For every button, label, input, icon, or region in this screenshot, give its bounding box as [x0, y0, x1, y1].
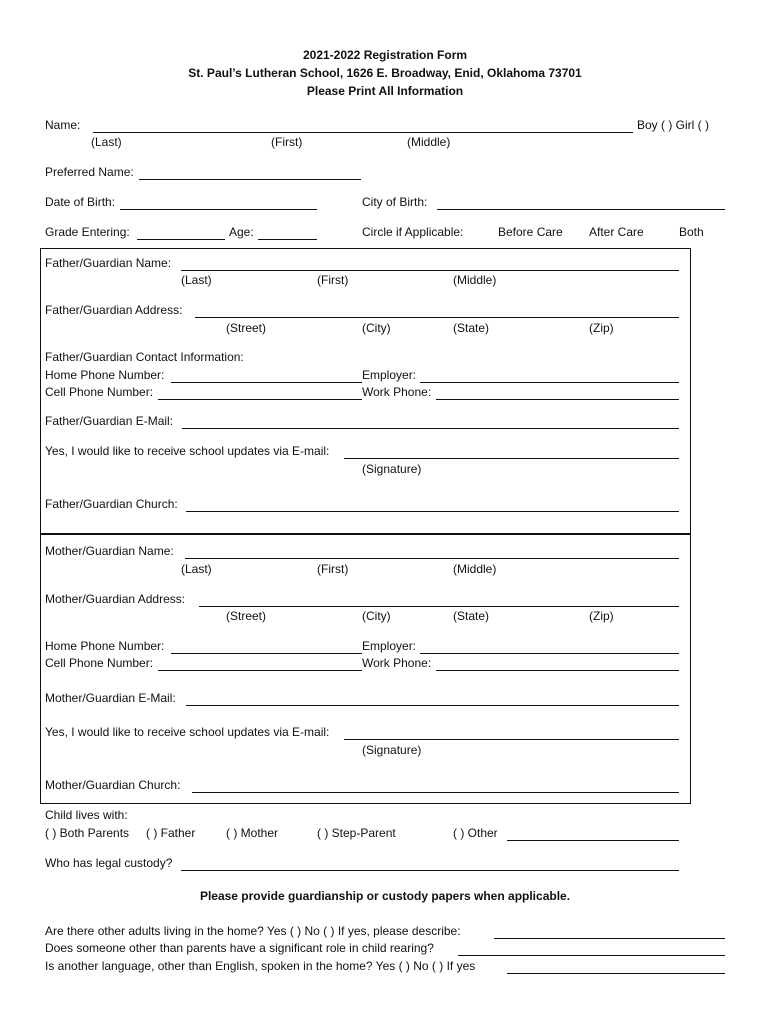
mother-home-phone-label: Home Phone Number:: [45, 639, 165, 653]
father-home-phone-field[interactable]: [171, 368, 362, 383]
child-name-field[interactable]: [93, 118, 633, 133]
step-parent-option[interactable]: ( ) Step-Parent: [317, 826, 396, 840]
mother-email-field[interactable]: [186, 691, 679, 706]
other-adults-question: Are there other adults living in the home? Yes ( ) No ( ) If yes, please describe:: [45, 924, 461, 938]
mother-employer-label: Employer:: [362, 639, 417, 653]
father-church-label: Father/Guardian Church:: [45, 497, 178, 511]
mother-cell-phone-field[interactable]: [158, 656, 362, 671]
father-email-label: Father/Guardian E-Mail:: [45, 414, 174, 428]
boy-girl-choice[interactable]: Boy ( ) Girl ( ): [637, 118, 709, 132]
mother-signature-field[interactable]: [344, 725, 679, 740]
mother-middle-caption: (Middle): [453, 562, 497, 576]
custody-label: Who has legal custody?: [45, 856, 173, 870]
father-cell-phone-label: Cell Phone Number:: [45, 385, 154, 399]
other-language-field[interactable]: [507, 959, 725, 974]
mother-name-field[interactable]: [185, 544, 679, 559]
father-home-phone-label: Home Phone Number:: [45, 368, 165, 382]
father-cell-phone-field[interactable]: [158, 385, 362, 400]
preferred-name-label: Preferred Name:: [45, 165, 134, 179]
mother-street-caption: (Street): [226, 609, 267, 623]
father-work-phone-label: Work Phone:: [362, 385, 432, 399]
father-first-caption: (First): [317, 273, 349, 287]
mother-name-label: Mother/Guardian Name:: [45, 544, 174, 558]
before-care-option[interactable]: Before Care: [498, 225, 563, 239]
father-state-caption: (State): [453, 321, 490, 335]
father-church-field[interactable]: [186, 497, 679, 512]
name-label: Name:: [45, 118, 81, 132]
father-contact-label: Father/Guardian Contact Information:: [45, 350, 244, 364]
child-name-last-caption: (Last): [91, 135, 122, 149]
dob-field[interactable]: [120, 195, 317, 210]
age-field[interactable]: [258, 225, 317, 240]
grade-label: Grade Entering:: [45, 225, 130, 239]
mother-work-phone-label: Work Phone:: [362, 656, 432, 670]
father-option[interactable]: ( ) Father: [146, 826, 196, 840]
mother-first-caption: (First): [317, 562, 349, 576]
custody-papers-note: Please provide guardianship or custody papers when applicable.: [199, 889, 571, 903]
school-address: St. Paul’s Lutheran School, 1626 E. Broadway, Enid, Oklahoma 73701: [188, 66, 582, 80]
mother-email-label: Mother/Guardian E-Mail:: [45, 691, 176, 705]
age-label: Age:: [229, 225, 254, 239]
mother-church-field[interactable]: [192, 778, 679, 793]
father-zip-caption: (Zip): [589, 321, 614, 335]
mother-employer-field[interactable]: [420, 639, 679, 654]
mother-work-phone-field[interactable]: [436, 656, 679, 671]
child-name-middle-caption: (Middle): [407, 135, 451, 149]
after-care-option[interactable]: After Care: [589, 225, 644, 239]
other-option[interactable]: ( ) Other: [453, 826, 498, 840]
father-signature-field[interactable]: [344, 444, 679, 459]
both-care-option[interactable]: Both: [679, 225, 704, 239]
mother-option[interactable]: ( ) Mother: [226, 826, 279, 840]
mother-last-caption: (Last): [181, 562, 212, 576]
mother-address-field[interactable]: [199, 592, 679, 607]
father-name-label: Father/Guardian Name:: [45, 256, 172, 270]
father-name-field[interactable]: [181, 256, 679, 271]
father-employer-field[interactable]: [420, 368, 679, 383]
child-rearing-field[interactable]: [458, 941, 725, 956]
mother-cell-phone-label: Cell Phone Number:: [45, 656, 154, 670]
other-description-field[interactable]: [507, 826, 679, 841]
both-parents-option[interactable]: ( ) Both Parents: [45, 826, 130, 840]
city-of-birth-field[interactable]: [437, 195, 725, 210]
dob-label: Date of Birth:: [45, 195, 116, 209]
father-street-caption: (Street): [226, 321, 267, 335]
custody-field[interactable]: [181, 856, 679, 871]
father-middle-caption: (Middle): [453, 273, 497, 287]
mother-city-caption: (City): [362, 609, 391, 623]
city-of-birth-label: City of Birth:: [362, 195, 428, 209]
lives-with-label: Child lives with:: [45, 808, 128, 822]
child-name-first-caption: (First): [271, 135, 303, 149]
print-instruction: Please Print All Information: [306, 84, 464, 98]
preferred-name-field[interactable]: [139, 165, 361, 180]
grade-field[interactable]: [137, 225, 225, 240]
mother-address-label: Mother/Guardian Address:: [45, 592, 186, 606]
father-email-field[interactable]: [182, 414, 679, 429]
child-rearing-question: Does someone other than parents have a significant role in child rearing?: [45, 941, 434, 955]
other-language-question: Is another language, other than English, spoken in the home? Yes ( ) No ( ) If yes: [45, 959, 476, 973]
other-adults-field[interactable]: [494, 924, 725, 939]
mother-updates-label: Yes, I would like to receive school updates via E-mail:: [45, 725, 330, 739]
father-address-label: Father/Guardian Address:: [45, 303, 183, 317]
father-employer-label: Employer:: [362, 368, 417, 382]
father-updates-label: Yes, I would like to receive school updates via E-mail:: [45, 444, 330, 458]
father-signature-caption: (Signature): [362, 462, 422, 476]
mother-signature-caption: (Signature): [362, 743, 422, 757]
father-last-caption: (Last): [181, 273, 212, 287]
form-title: 2021-2022 Registration Form: [302, 48, 468, 62]
mother-home-phone-field[interactable]: [171, 639, 362, 654]
father-address-field[interactable]: [195, 303, 679, 318]
mother-zip-caption: (Zip): [589, 609, 614, 623]
father-work-phone-field[interactable]: [436, 385, 679, 400]
mother-state-caption: (State): [453, 609, 490, 623]
mother-church-label: Mother/Guardian Church:: [45, 778, 181, 792]
circle-applicable-label: Circle if Applicable:: [362, 225, 464, 239]
father-city-caption: (City): [362, 321, 391, 335]
